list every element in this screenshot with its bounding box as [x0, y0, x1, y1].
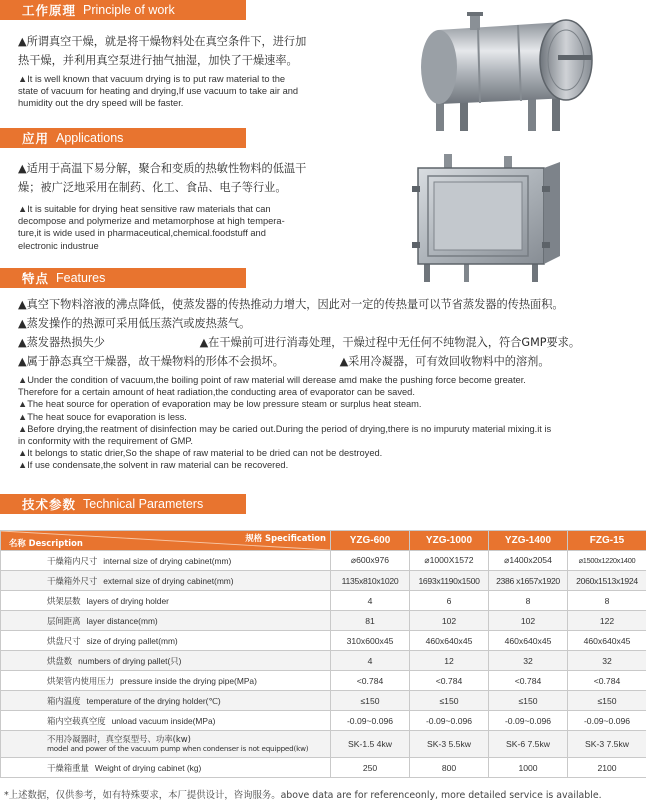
features-zh-text: ▲真空下物料溶液的沸点降低，使蒸发器的传热推动力增大，因此对一定的传热量可以节省蒸发器的传热面积。 ▲蒸发操作的热源可采用低压蒸汽或废热蒸气。 ▲蒸发器热损失少 ▲在干燥前可进行消毒处理，干燥过程中无任何不纯物混入，符合GMP要求。 ▲属于静态真空干燥器，故干燥物料的形体不会损坏。 ▲采用冷凝器，可有效回收物料中的溶剂。: [18, 298, 581, 368]
table-cell: 2060x1513x1924: [568, 571, 646, 591]
table-cell: ⌀1000X1572: [410, 551, 489, 571]
tech-section-header: [0, 494, 246, 514]
spec-label: 规格 Specification: [245, 533, 326, 543]
table-cell: -0.09~0.096: [331, 711, 410, 731]
table-cell: 102: [410, 611, 489, 631]
table-cell: ≤150: [331, 691, 410, 711]
square-vacuum-dryer-image: [404, 152, 564, 284]
model-header: YZG-1400: [489, 531, 568, 551]
table-cell: 460x640x45: [489, 631, 568, 651]
table-cell: <0.784: [331, 671, 410, 691]
table-cell: -0.09~0.096: [410, 711, 489, 731]
table-cell: ⌀600x976: [331, 551, 410, 571]
table-row: [1, 758, 646, 778]
row-label-en: unload vacuum inside(MPa): [111, 715, 216, 726]
row-label-en: size of drying pallet(mm): [86, 635, 178, 646]
table-row: [1, 651, 646, 671]
row-label-zh: 烘架管内使用压力: [47, 675, 114, 686]
table-row: [1, 671, 646, 691]
table-cell: <0.784: [568, 671, 646, 691]
row-label-en: Weight of drying cabinet (kg): [94, 762, 202, 773]
table-row: [1, 611, 646, 631]
row-label-zh: 不用冷凝器时，真空泵型号、功率(kw): [47, 734, 191, 744]
table-cell: 122: [568, 611, 646, 631]
row-label-zh: 烘盘尺寸: [47, 635, 81, 646]
table-cell: 12: [410, 651, 489, 671]
table-cell: SK-3 5.5kw: [410, 731, 489, 758]
table-cell: 460x640x45: [568, 631, 646, 651]
principle-zh-text: ▲所谓真空干燥，就是将干燥物料处在真空条件下，进行加 热干燥，并利用真空泵进行抽气抽湿，加快了干燥速率。: [18, 35, 307, 67]
table-cell: 81: [331, 611, 410, 631]
tech-title-en: Technical Parameters: [83, 497, 204, 511]
table-cell: 310x600x45: [331, 631, 410, 651]
table-cell: 460x640x45: [410, 631, 489, 651]
spec-table: [0, 530, 646, 778]
features-section-header: [0, 268, 246, 288]
principle-en-text: ▲It is well known that vacuum drying is to put raw material to the state of vacuum for heating and drying,If use vacuum to take air and humidity out the dry speed will be faster.: [18, 74, 299, 109]
row-label-zh: 干燥箱外尺寸: [47, 575, 98, 586]
table-cell: ≤150: [410, 691, 489, 711]
table-cell: 6: [410, 591, 489, 611]
applications-title-en: Applications: [56, 131, 124, 145]
table-cell: 2100: [568, 758, 646, 778]
table-cell: SK-6 7.5kw: [489, 731, 568, 758]
table-cell: <0.784: [489, 671, 568, 691]
row-label-zh: 层间距离: [47, 615, 81, 626]
principle-section-header: [0, 0, 246, 20]
table-cell: SK-3 7.5kw: [568, 731, 646, 758]
table-row: [1, 571, 646, 591]
table-cell: 4: [331, 591, 410, 611]
table-cell: 32: [489, 651, 568, 671]
features-title-zh: 特点: [22, 271, 50, 286]
table-cell: -0.09~0.096: [568, 711, 646, 731]
applications-zh-text: ▲适用于高温下易分解，聚合和变质的热敏性物料的低温干 燥；被广泛地采用在制药、化工、食品、电子等行业。: [18, 162, 307, 194]
table-cell: 8: [568, 591, 646, 611]
desc-label: 名称 Description: [9, 538, 83, 548]
features-title-en: Features: [56, 271, 106, 285]
row-label-en: numbers of drying pallet(只): [78, 655, 182, 666]
model-header: FZG-15: [568, 531, 646, 551]
table-row: [1, 631, 646, 651]
table-cell: 2386 x1657x1920: [489, 571, 568, 591]
table-cell: 1000: [489, 758, 568, 778]
applications-title-zh: 应用: [22, 131, 50, 146]
table-cell: ≤150: [568, 691, 646, 711]
row-label-zh: 箱内温度: [47, 695, 81, 706]
table-cell: -0.09~0.096: [489, 711, 568, 731]
table-row: [1, 591, 646, 611]
model-header: YZG-600: [331, 531, 410, 551]
table-row: [1, 691, 646, 711]
table-row: [1, 731, 646, 758]
row-label-zh: 烘盘数: [47, 655, 73, 666]
table-cell: 800: [410, 758, 489, 778]
applications-section-header: [0, 128, 246, 148]
row-label-en: pressure inside the drying pipe(MPa): [120, 675, 257, 686]
table-cell: ⌀1400x2054: [489, 551, 568, 571]
row-label-zh: 烘架层数: [47, 595, 81, 606]
table-cell: ⌀1500x1220x1400: [568, 551, 646, 571]
row-label-zh: 干燥箱重量: [47, 762, 89, 773]
table-row: [1, 551, 646, 571]
table-cell: 102: [489, 611, 568, 631]
table-cell: <0.784: [410, 671, 489, 691]
table-cell: 32: [568, 651, 646, 671]
row-label-en: layers of drying holder: [86, 595, 169, 606]
row-label-en: external size of drying cabinet(mm): [103, 575, 234, 586]
table-cell: 8: [489, 591, 568, 611]
tech-title-zh: 技术参数: [22, 497, 77, 512]
table-cell: SK-1.5 4kw: [331, 731, 410, 758]
horizontal-vacuum-dryer-image: [398, 0, 618, 135]
footnote: *上述数据，仅供参考，如有特殊要求，本厂提供设计，咨询服务。above data are for referenceonly, more detailed service is available.: [4, 790, 602, 801]
applications-en-text: ▲It is suitable for drying heat sensitive raw materials that can decompose and polymerize and metamorphose at high tempera- ture,it is wide used in pharmaceutical,chemical.foodstuff and electronic industrue: [18, 204, 285, 251]
row-label-en: internal size of drying cabinet(mm): [103, 555, 232, 566]
table-row: [1, 711, 646, 731]
row-label-zh: 箱内空载真空度: [47, 715, 106, 726]
model-header: YZG-1000: [410, 531, 489, 551]
table-cell: 4: [331, 651, 410, 671]
table-cell: 1693x1190x1500: [410, 571, 489, 591]
features-en-text: ▲Under the condition of vacuum,the boiling point of raw material will derease amd make the pushing force become greater. Therefore for a certain amount of heat radiation,the conducting area of evaporator can be saved. ▲The heat source for operation of evaporation may be low pressure steam or surplus heat steam. ▲The heat souce for evaporation is less. ▲Before drying,the reatment of disinfection may be caried out.During the period of drying,there is no impuruty material mixing.it is in conformity with the requirement of GMP. ▲It belongs to static drier,So the shape of raw material to be dried can not be destroyed. ▲If use condensate,the solvent in raw material can be recovered.: [18, 375, 552, 471]
table-cell: ≤150: [489, 691, 568, 711]
row-label-en: model and power of the vacuum pump when condenser is not equipped(kw): [47, 744, 309, 753]
table-header-spec-desc: [1, 531, 331, 551]
table-cell: 250: [331, 758, 410, 778]
row-label-en: temperature of the drying holder(℃): [86, 695, 221, 706]
row-label-zh: 干燥箱内尺寸: [47, 555, 98, 566]
table-cell: 1135x810x1020: [331, 571, 410, 591]
row-label-en: layer distance(mm): [86, 615, 158, 626]
principle-title-en: Principle of work: [83, 3, 175, 17]
table-header-row: [1, 531, 646, 551]
principle-title-zh: 工作原理: [22, 3, 77, 18]
